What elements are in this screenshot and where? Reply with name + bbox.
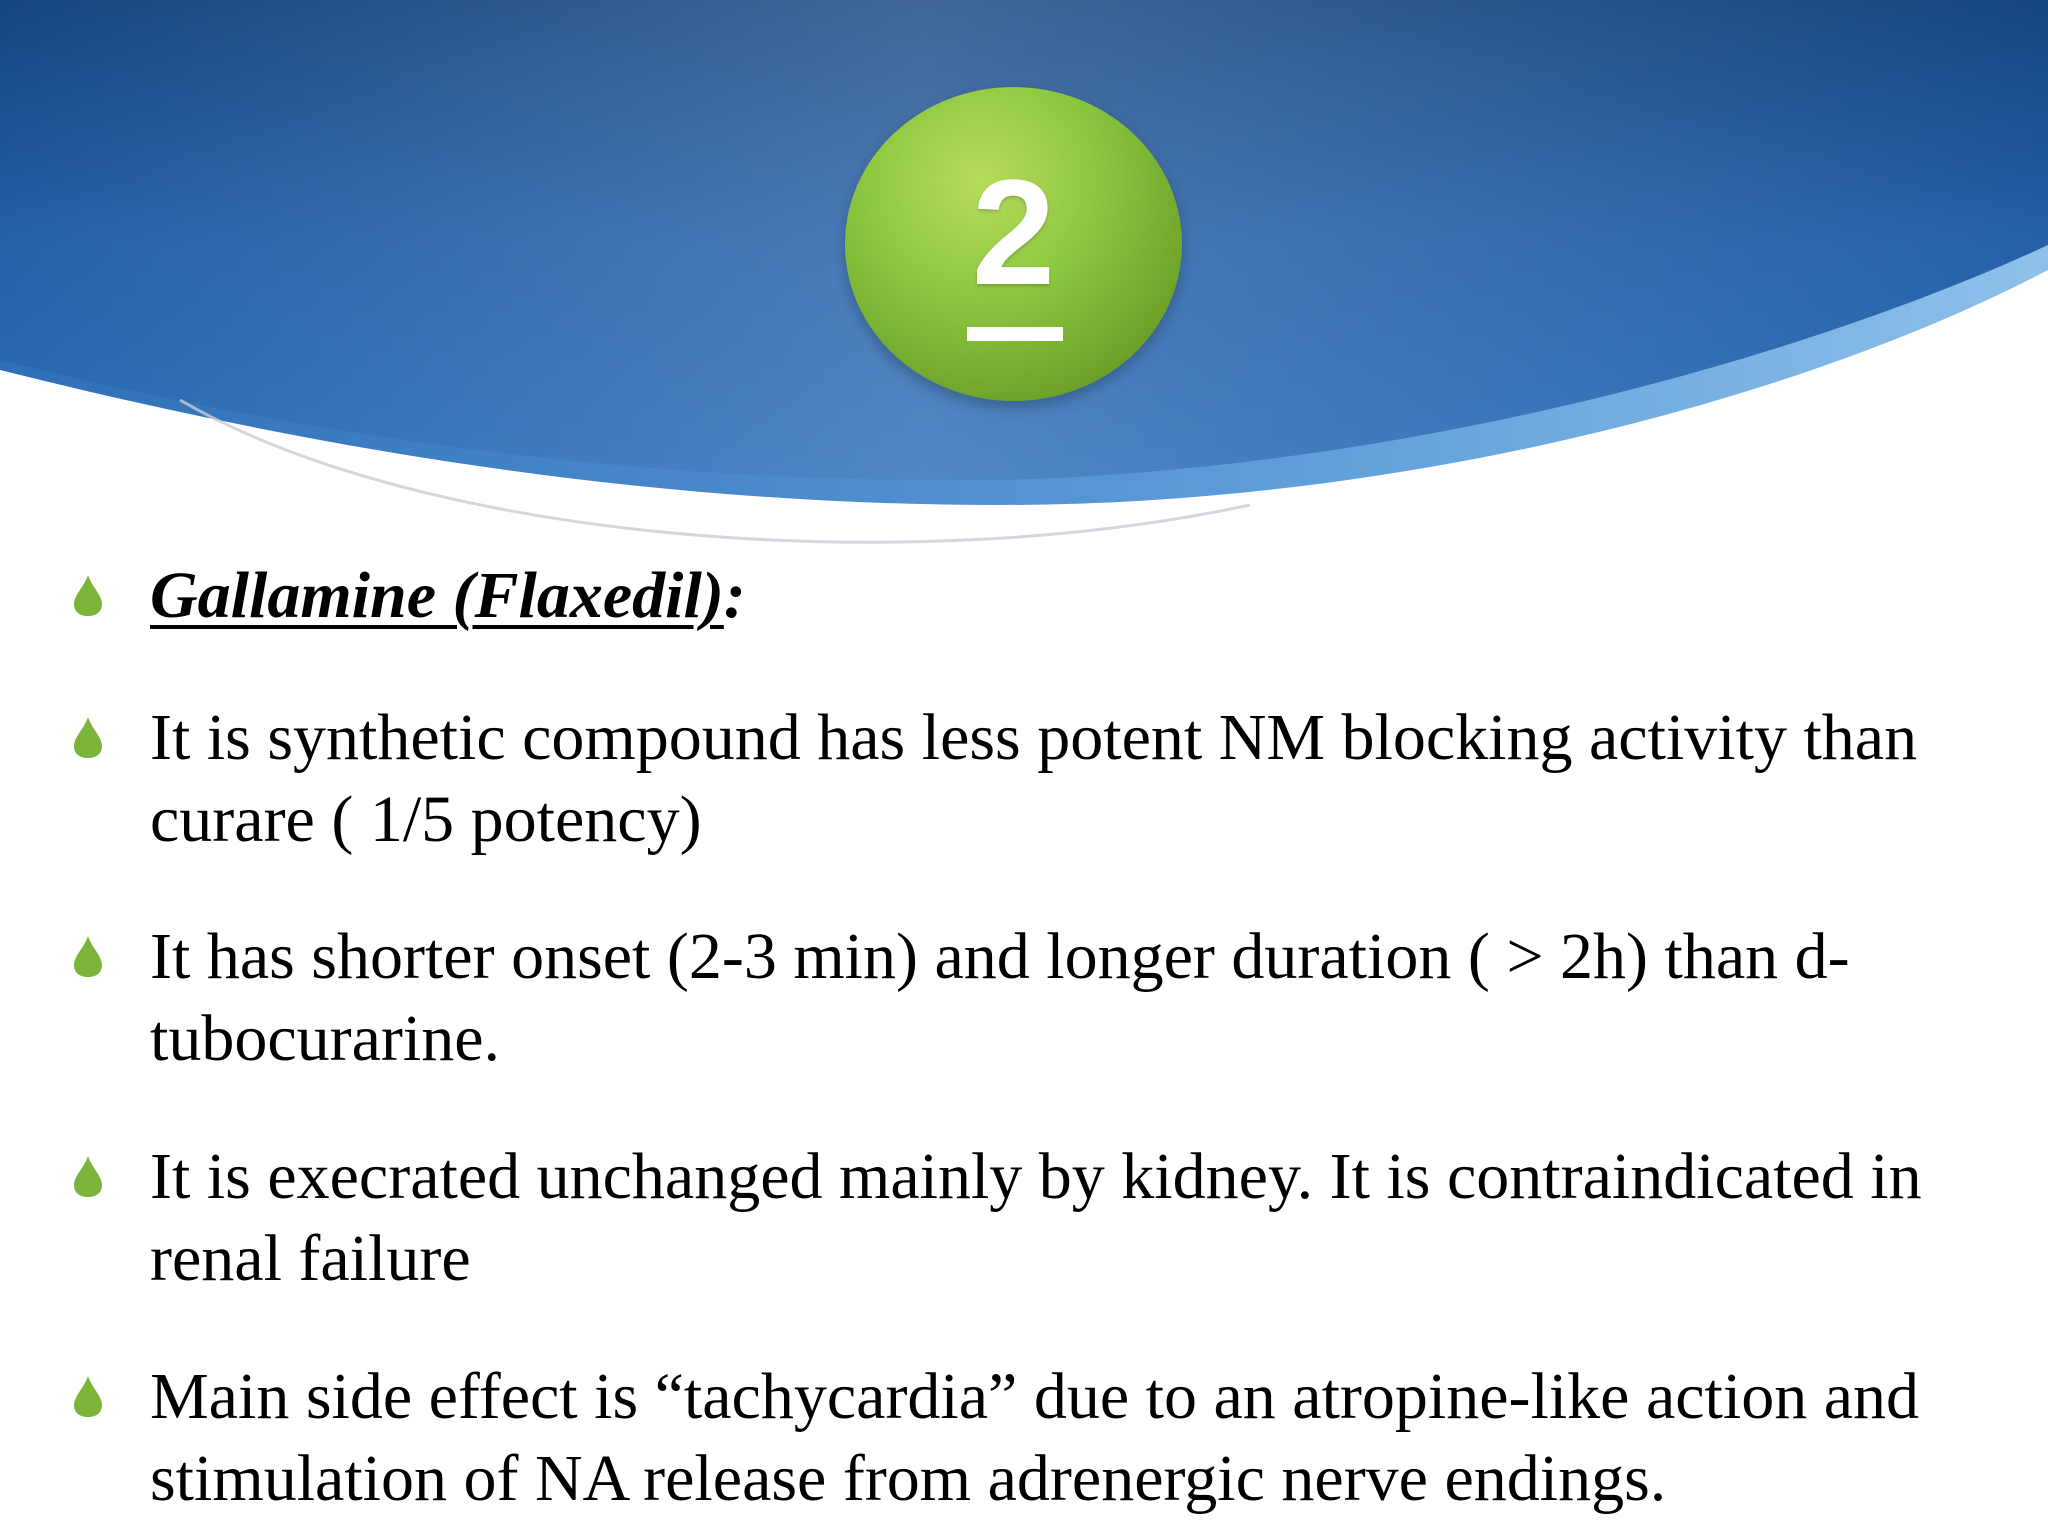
heading-text [150,555,2048,637]
badge-number: 2 [971,148,1056,316]
droplet-icon [72,573,104,617]
droplet-icon [72,1154,104,1198]
bullet-text: It has shorter onset (2-3 min) and longer duration ( > 2h) than d-tubocurarine. [150,920,1850,1075]
droplet-icon [72,934,104,978]
heading-title: Gallamine (Flaxedil) [150,559,724,632]
heading-colon: : [723,559,746,632]
droplet-icon [72,1374,104,1418]
bullet-text: It is synthetic compound has less potent NM blocking activity than curare ( 1/5 potency) [150,701,1918,856]
droplet-icon [72,715,104,759]
bullet-text: It is execrated unchanged mainly by kidney. It is contraindicated in renal failure [150,1140,1922,1295]
bullet-text: Main side effect is “tachycardia” due to an atropine-like action and stimulation of NA release from adrenergic nerve endings. [150,1360,1920,1515]
